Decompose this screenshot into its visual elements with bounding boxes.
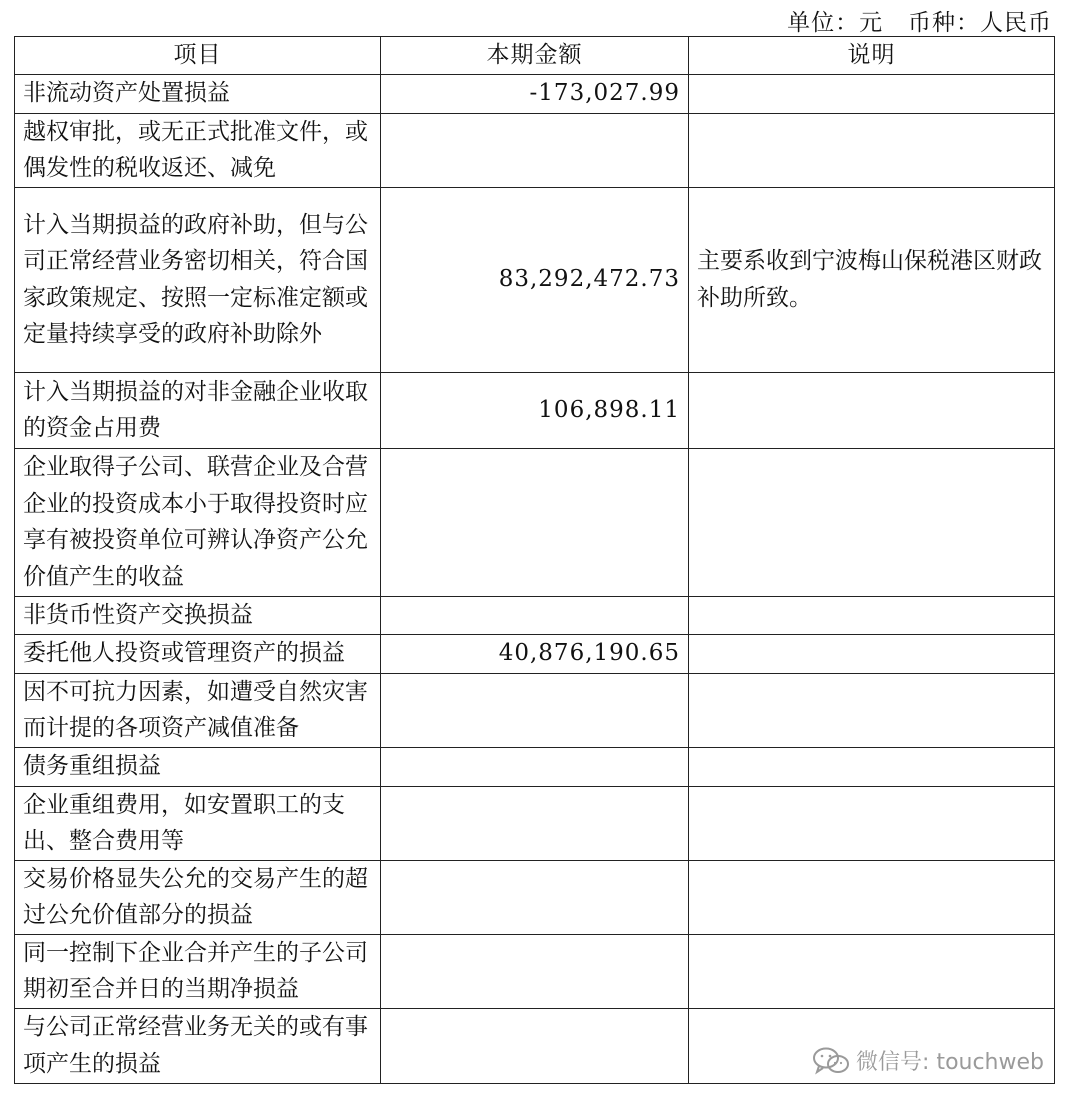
unit-currency-label: 单位：元 币种：人民币 <box>787 10 1052 36</box>
table-row <box>15 934 1055 1008</box>
row-item: 企业取得子公司、联营企业及合营企业的投资成本小于取得投资时应享有被投资单位可辨认净资产公允价值产生的收益 <box>15 448 381 596</box>
row-amount <box>381 113 689 187</box>
row-note: 主要系收到宁波梅山保税港区财政补助所致。 <box>689 187 1055 372</box>
wechat-watermark <box>812 1045 1044 1076</box>
row-item: 非流动资产处置损益 <box>15 74 381 113</box>
table-row <box>15 786 1055 860</box>
row-amount <box>381 673 689 747</box>
row-note <box>689 113 1055 187</box>
table-header-row <box>15 37 1055 75</box>
row-item: 企业重组费用，如安置职工的支出、整合费用等 <box>15 786 381 860</box>
header-note: 说明 <box>689 37 1055 75</box>
row-item: 计入当期损益的对非金融企业收取的资金占用费 <box>15 372 381 448</box>
row-item: 债务重组损益 <box>15 747 381 786</box>
row-note <box>689 74 1055 113</box>
row-item: 与公司正常经营业务无关的或有事项产生的损益 <box>15 1008 381 1083</box>
row-amount: 106,898.11 <box>381 372 689 448</box>
row-item: 同一控制下企业合并产生的子公司期初至合并日的当期净损益 <box>15 934 381 1008</box>
table-row <box>15 673 1055 747</box>
non-recurring-gains-table <box>14 36 1055 1084</box>
row-amount: 83,292,472.73 <box>381 187 689 372</box>
row-note <box>689 448 1055 596</box>
row-item: 委托他人投资或管理资产的损益 <box>15 634 381 673</box>
table-row <box>15 74 1055 113</box>
table-row <box>15 860 1055 934</box>
row-amount <box>381 596 689 634</box>
row-note <box>689 596 1055 634</box>
wechat-icon <box>812 1046 850 1076</box>
row-amount: 40,876,190.65 <box>381 634 689 673</box>
table-row <box>15 187 1055 372</box>
row-note <box>689 934 1055 1008</box>
row-amount <box>381 747 689 786</box>
row-note <box>689 673 1055 747</box>
row-amount <box>381 786 689 860</box>
row-amount <box>381 1008 689 1083</box>
row-note <box>689 786 1055 860</box>
row-note <box>689 860 1055 934</box>
row-item: 因不可抗力因素，如遭受自然灾害而计提的各项资产减值准备 <box>15 673 381 747</box>
row-item: 交易价格显失公允的交易产生的超过公允价值部分的损益 <box>15 860 381 934</box>
header-item: 项目 <box>15 37 381 75</box>
row-amount <box>381 934 689 1008</box>
row-amount: -173,027.99 <box>381 74 689 113</box>
table-row <box>15 448 1055 596</box>
row-item: 计入当期损益的政府补助，但与公司正常经营业务密切相关，符合国家政策规定、按照一定标准定额或定量持续享受的政府补助除外 <box>15 187 381 372</box>
table-row <box>15 113 1055 187</box>
row-note <box>689 747 1055 786</box>
row-note <box>689 634 1055 673</box>
row-item: 越权审批，或无正式批准文件，或偶发性的税收返还、减免 <box>15 113 381 187</box>
row-item: 非货币性资产交换损益 <box>15 596 381 634</box>
table-row <box>15 634 1055 673</box>
table-row <box>15 747 1055 786</box>
row-note <box>689 372 1055 448</box>
table-row <box>15 372 1055 448</box>
row-amount <box>381 860 689 934</box>
header-amount: 本期金额 <box>381 37 689 75</box>
table-row <box>15 596 1055 634</box>
watermark-text: 微信号: touchweb <box>856 1050 1044 1075</box>
row-amount <box>381 448 689 596</box>
